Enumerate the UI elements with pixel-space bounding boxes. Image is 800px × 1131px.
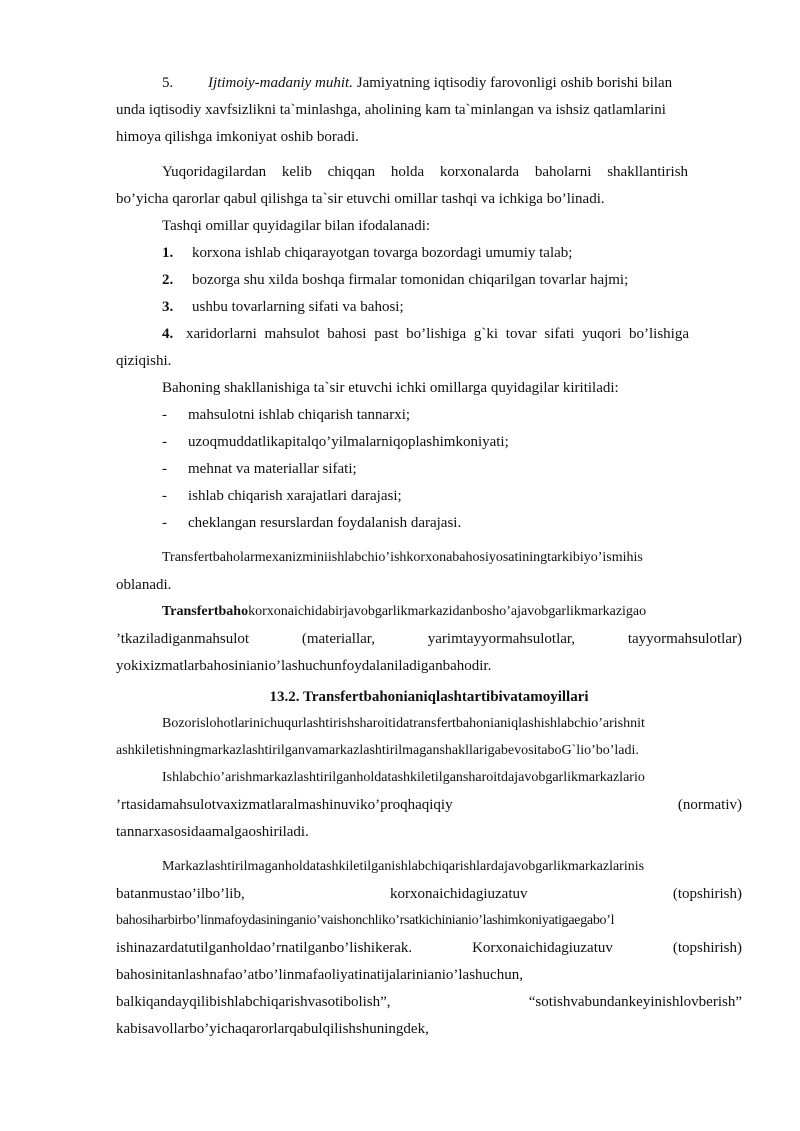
list-dash: -	[162, 461, 167, 477]
item-number: 5.	[162, 75, 174, 91]
list-item	[162, 512, 742, 534]
list-dash: -	[162, 515, 167, 531]
list-dash: -	[162, 488, 167, 504]
paragraph-5-line-1: Transfertbaholarmexanizminiishlabchio’ishkorxonabahosiyosatiningtarkibiyo’ismihis	[162, 550, 643, 565]
bold-term: Transfertbaho	[162, 604, 249, 619]
paragraph-7-line-2: ashkiletishningmarkazlashtirilganvamarkazlashtirilmaganshakllarigabevositaboG`lio’bo’ladi.	[116, 743, 639, 758]
paragraph-8-line-2	[116, 794, 742, 816]
paragraph-1-line-3: himoya qilishga imkoniyat oshib boradi.	[116, 129, 359, 145]
list-text: xaridorlarni mahsulot bahosi past bo’lishiga g`ki tovar sifati yuqori bo’lishiga	[186, 326, 689, 342]
list-text: korxona ishlab chiqarayotgan tovarga bozordagi umumiy talab;	[192, 245, 573, 261]
list-item	[162, 269, 742, 291]
list-text: ishlab chiqarish xarajatlari darajasi;	[188, 488, 402, 504]
list-item	[162, 296, 742, 318]
list-number: 1.	[162, 245, 174, 261]
list-item	[162, 242, 742, 264]
word: ’rtasidamahsulotvaxizmatlaralmashinuviko’proqhaqiqiy	[116, 797, 453, 813]
list-dash: -	[162, 407, 167, 423]
item-title: Ijtimoiy-madaniy muhit.	[208, 75, 353, 91]
paragraph-6-line-2	[116, 628, 742, 650]
word: “sotishvabundankeyinishlovberish”	[528, 994, 742, 1010]
list-text: ushbu tovarlarning sifati va bahosi;	[192, 299, 404, 315]
list-text: bozorga shu xilda boshqa firmalar tomonidan chiqarilgan tovarlar hajmi;	[192, 272, 629, 288]
word: ’tkaziladiganmahsulot	[116, 631, 250, 647]
paragraph-1-line-2: unda iqtisodiy xavfsizlikni ta`minlashga, aholining kam ta`minlangan va ishsiz qatlamlarini	[116, 102, 666, 118]
paragraph-9-line-3: bahosiharbirbo’linmafoydasininganio’vaishonchliko’rsatkichinianio’lashimkoniyatigaegabo’l	[116, 913, 615, 928]
paragraph-6-line-3: yokixizmatlarbahosinianio’lashuchunfoydalaniladiganbahodir.	[116, 658, 492, 674]
text-span: korxonaichidabirjavobgarlikmarkazidanbosho’ajavobgarlikmarkazigao	[248, 604, 647, 619]
word: Korxonaichidagiuzatuv	[472, 940, 613, 956]
text-span: Jamiyatning iqtisodiy farovonligi oshib borishi bilan	[356, 75, 673, 91]
paragraph-9-line-6	[116, 991, 742, 1013]
list-text: cheklangan resurslardan foydalanish darajasi.	[188, 515, 462, 531]
paragraph-2-line-1: Yuqoridagilardan kelib chiqqan holda korxonalarda baholarni shakllantirish	[162, 164, 689, 180]
list-text: mehnat va materiallar sifati;	[188, 461, 357, 477]
paragraph-8-line-3: tannarxasosidaamalgaoshiriladi.	[116, 824, 309, 840]
list-item	[162, 404, 742, 426]
list-item-continuation: qiziqishi.	[116, 353, 172, 369]
word: (materiallar,	[301, 631, 375, 647]
paragraph-6-line-1	[162, 601, 742, 623]
paragraph-9-line-1: Markazlashtirilmaganholdatashkiletilganishlabchiqarishlardajavobgarlikmarkazlarinis	[162, 859, 645, 874]
paragraph-9-line-2	[116, 883, 742, 905]
list-item	[162, 485, 742, 507]
word: (topshirish)	[672, 886, 742, 902]
list-number: 2.	[162, 272, 174, 288]
word: (topshirish)	[672, 940, 742, 956]
paragraph-3-line-1: Tashqi omillar quyidagilar bilan ifodalanadi:	[162, 218, 431, 234]
paragraph-8-line-1: Ishlabchio’arishmarkazlashtirilganholdatashkiletilgansharoitdajavobgarlikmarkazlario	[162, 770, 645, 785]
list-text: uzoqmuddatlikapitalqo’yilmalarniqoplashimkoniyati;	[188, 434, 509, 450]
paragraph-1-line-1	[162, 72, 742, 94]
paragraph-4-line-1: Bahoning shakllanishiga ta`sir etuvchi ichki omillarga quyidagilar kiritiladi:	[162, 380, 619, 396]
paragraph-9-line-7: kabisavollarbo’yichaqarorlarqabulqilishshuningdek,	[116, 1021, 429, 1037]
list-dash: -	[162, 434, 167, 450]
word: batanmustao’ilbo’lib,	[116, 886, 245, 902]
list-text: mahsulotni ishlab chiqarish tannarxi;	[188, 407, 411, 423]
paragraph-9-line-5: bahosinitanlashnafao’atbo’linmafaoliyatinatijalarinianio’lashuchun,	[116, 967, 523, 983]
word: tayyormahsulotlar)	[627, 631, 742, 647]
paragraph-2-line-2: bo’yicha qarorlar qabul qilishga ta`sir etuvchi omillar tashqi va ichkiga bo’linadi.	[116, 191, 605, 207]
paragraph-9-line-4	[116, 937, 742, 959]
word: (normativ)	[677, 797, 742, 813]
word: ishinazardatutilganholdao’rnatilganbo’lishikerak.	[116, 940, 413, 956]
list-item	[162, 431, 742, 453]
list-number: 4.	[162, 326, 174, 342]
section-heading: 13.2. Transfertbahonianiqlashtartibivatamoyillari	[269, 689, 589, 705]
list-number: 3.	[162, 299, 174, 315]
paragraph-5-line-2: oblanadi.	[116, 577, 172, 593]
word: korxonaichidagiuzatuv	[390, 886, 528, 902]
word: yarimtayyormahsulotlar,	[427, 631, 576, 647]
word: balkiqandayqilibishlabchiqarishvasotibolish”,	[116, 994, 391, 1010]
paragraph-7-line-1: Bozorislohotlarinichuqurlashtirishsharoitidatransfertbahonianiqlashishlabchio’arishnit	[162, 716, 645, 731]
list-item	[162, 323, 742, 345]
list-item	[162, 458, 742, 480]
